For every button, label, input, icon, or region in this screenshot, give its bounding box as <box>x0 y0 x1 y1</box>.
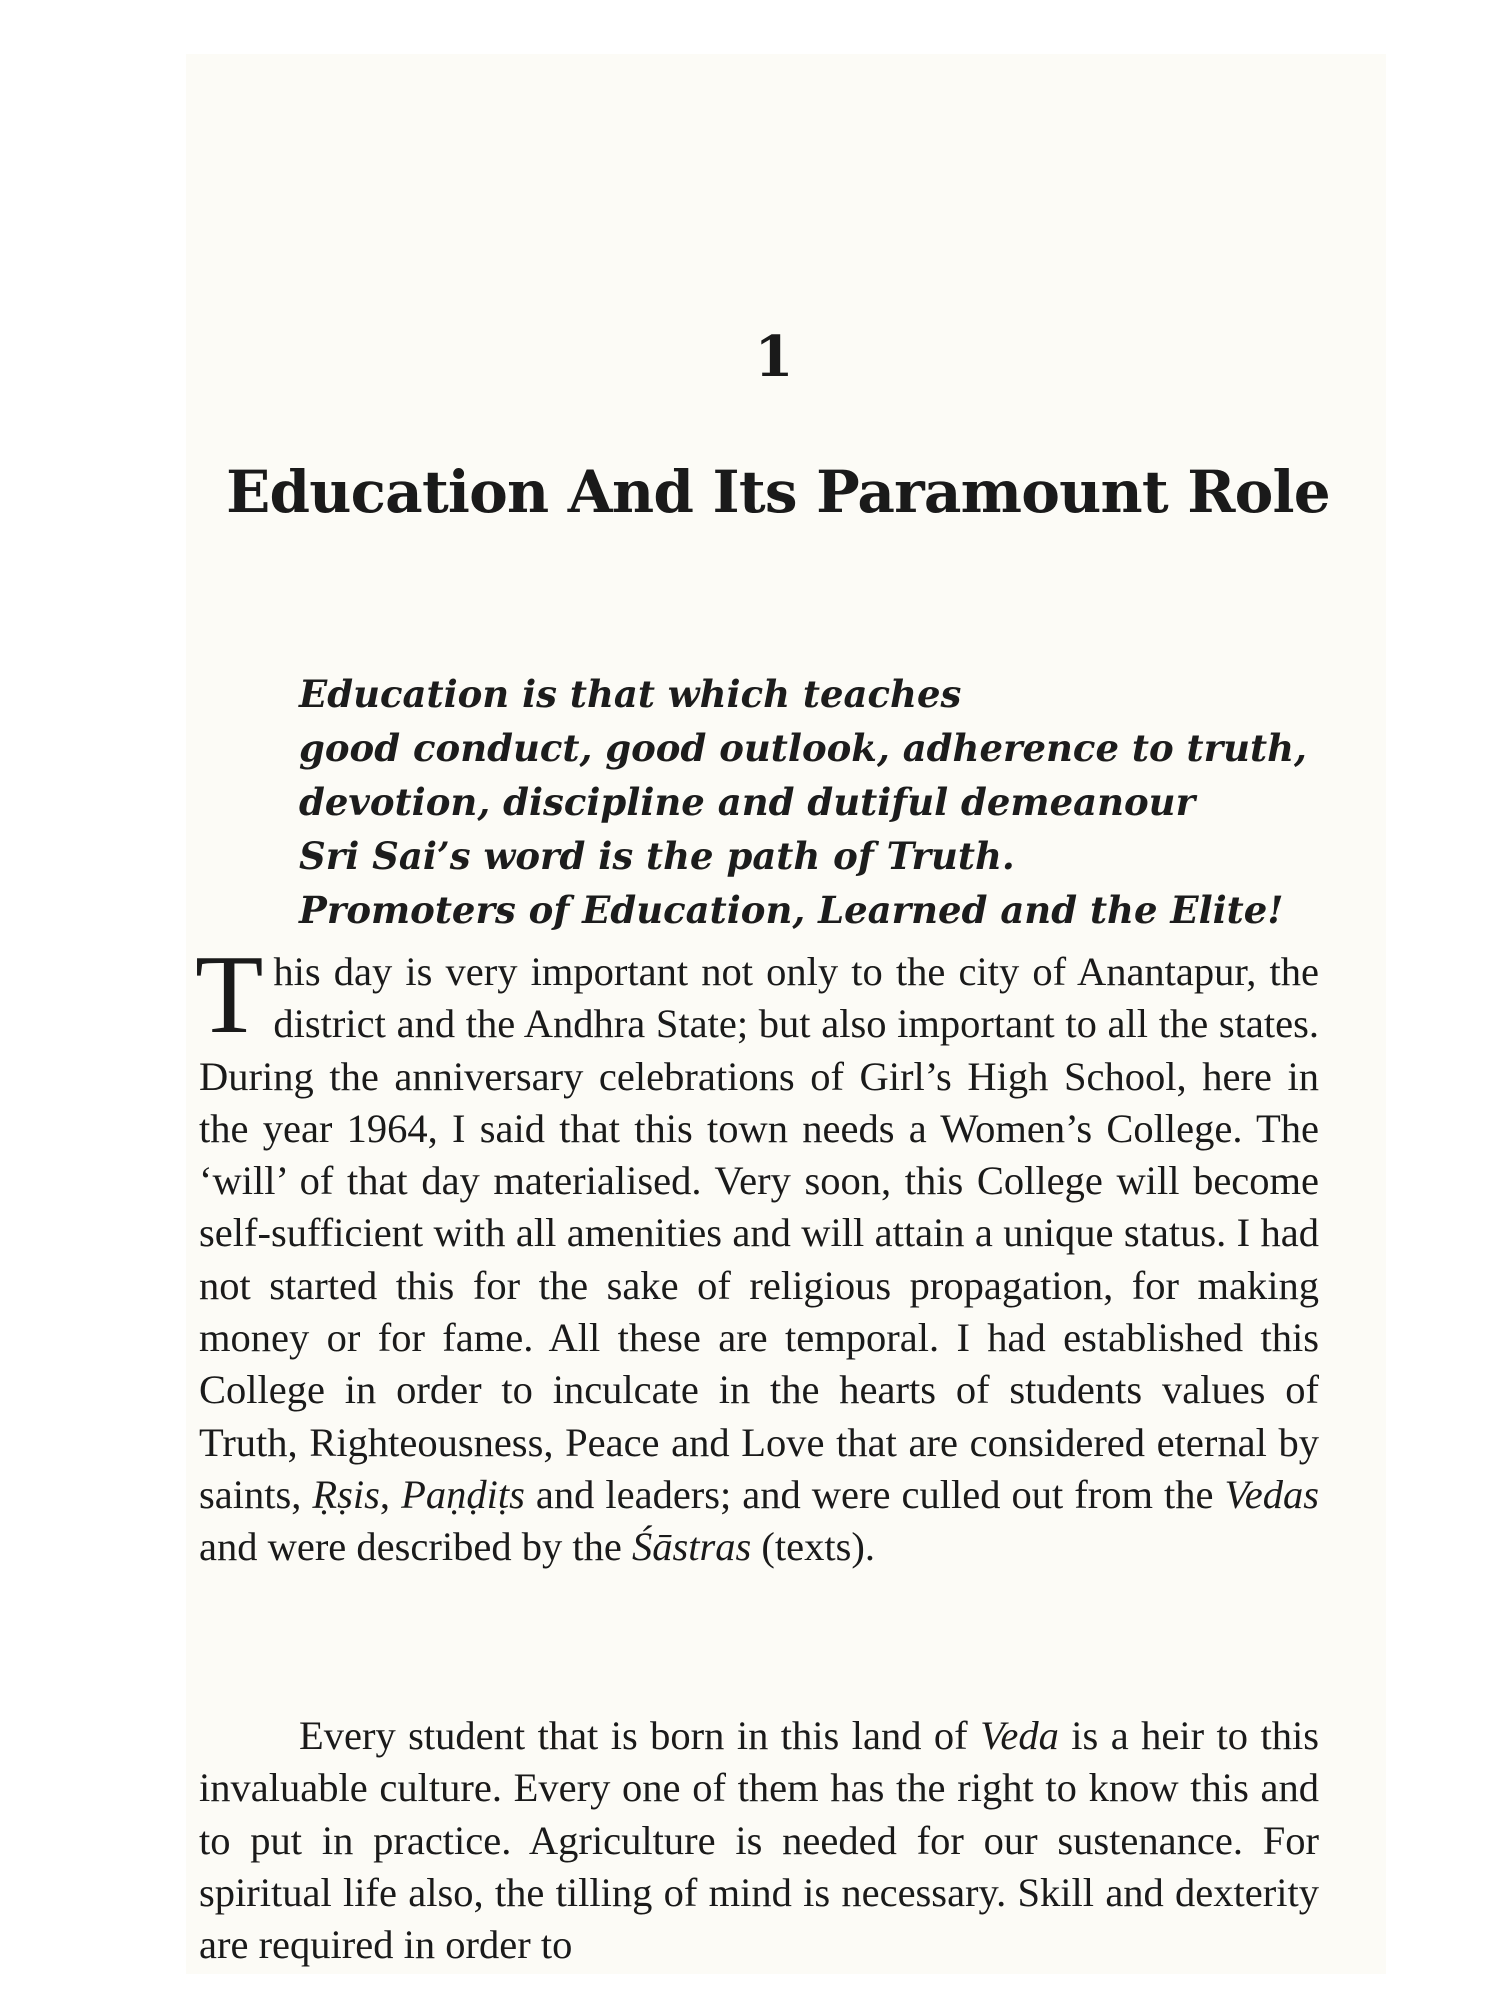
paragraph-text: is a heir to this invaluable culture. Every one of them has the right to know this and to put in practice. Agriculture is needed for our sustenance. For spiritual life also, the tilling of mind is necessary. Skill and dexterity are required in order to <box>199 1713 1319 1968</box>
body-paragraph-2 <box>199 1710 1319 1971</box>
italic-term-pandits: Paṇḍiṭs <box>401 1471 525 1517</box>
epigraph-line: Sri Sai’s word is the path of Truth. <box>299 834 1015 878</box>
epigraph-line: Education is that which teaches <box>299 672 962 716</box>
epigraph-line: Promoters of Education, Learned and the Elite! <box>299 888 1284 932</box>
italic-term-rsis: Ṛṣis <box>312 1471 380 1517</box>
epigraph-line: devotion, discipline and dutiful demeanour <box>299 780 1196 824</box>
paragraph-text: Every student that is born in this land of <box>299 1713 981 1758</box>
body-paragraph-1 <box>195 933 1320 1574</box>
italic-term-veda: Veda <box>980 1713 1059 1758</box>
paragraph-text: and were described by the <box>199 1524 632 1570</box>
paragraph-text: , <box>379 1471 402 1517</box>
italic-term-vedas: Vedas <box>1224 1471 1320 1517</box>
italic-term-sastras: Śāstras <box>631 1524 752 1570</box>
epigraph-line: good conduct, good outlook, adherence to truth, <box>299 726 1307 770</box>
paragraph-text: his day is very important not only to the city of Anantapur, the district and the Andhra State; but also important to all the states. During the anniversary celebrations of Girl’s High School, here in the year 1964, I said that this town needs a Women’s College. The ‘will’ of that day materialised. Very soon, this College will become self-sufficient with all amenities and will attain a unique status. I had not started this for the sake of religious propagation, for making money or for fame. All these are temporal. I had established this College in order to inculcate in the hearts of students values of Truth, Righteousness, Peace and Love that are considered eternal by saints, <box>199 949 1319 1517</box>
paragraph-text: and leaders; and were culled out from the <box>524 1471 1225 1517</box>
chapter-title: Education And Its Paramount Role <box>226 458 1330 526</box>
book-page <box>186 54 1386 1974</box>
chapter-number: 1 <box>754 324 794 390</box>
drop-cap: T <box>195 933 264 1057</box>
paragraph-text: (texts). <box>751 1524 875 1570</box>
epigraph <box>299 667 1307 937</box>
